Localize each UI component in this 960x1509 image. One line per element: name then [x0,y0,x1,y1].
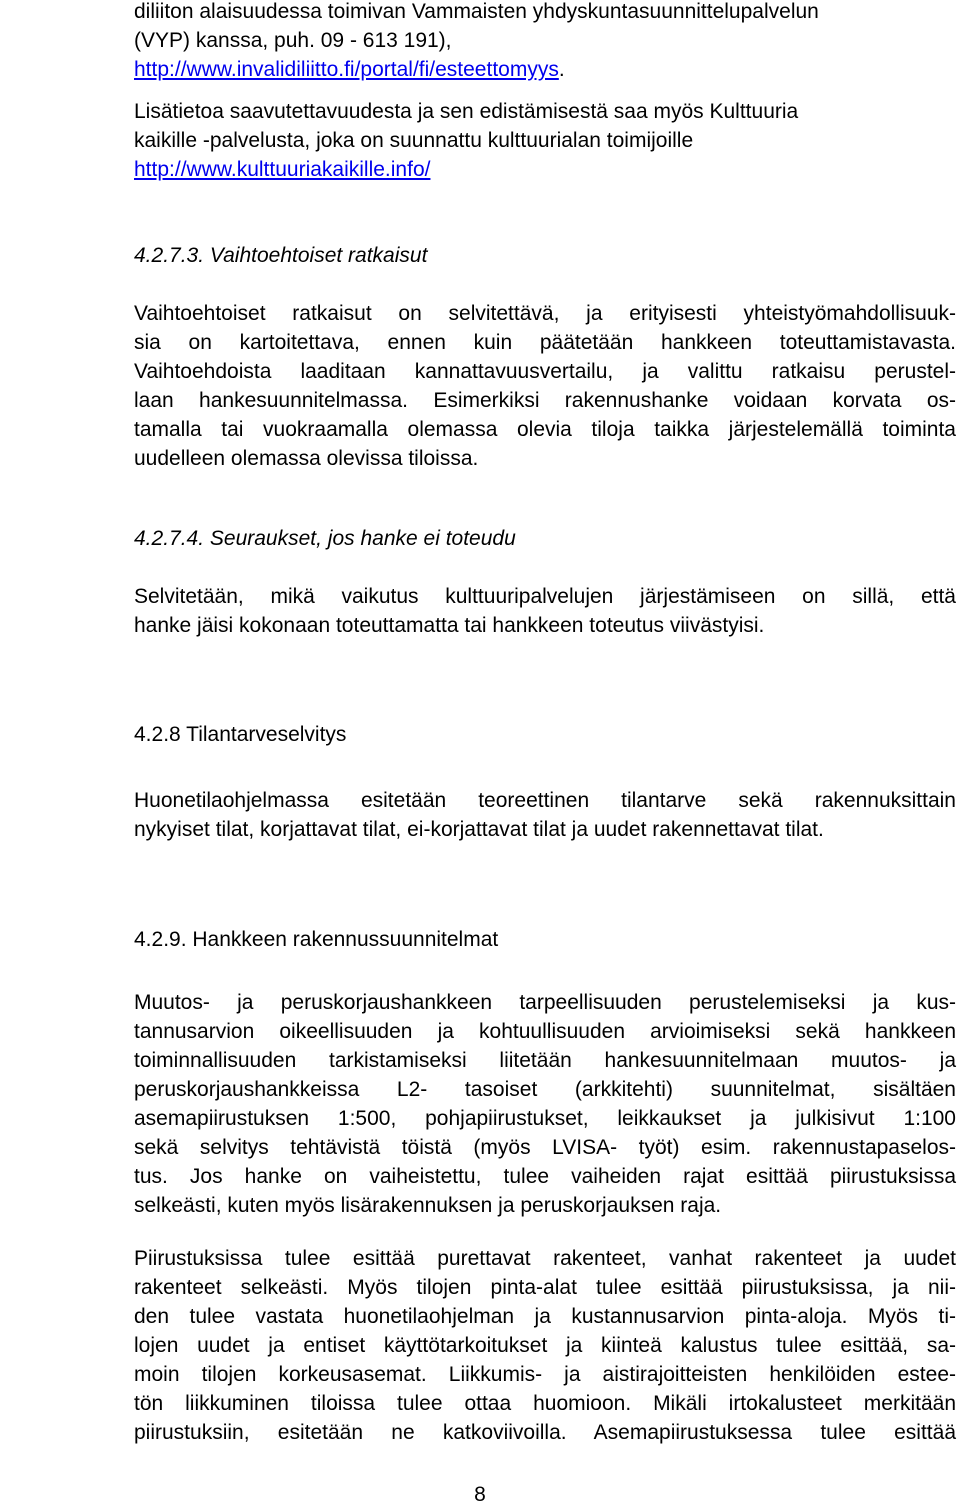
section-4273-paragraph [134,299,956,473]
intro-paragraph [134,0,956,84]
paragraph-line: sekä selvitys tehtävistä töistä (myös LVISA- työt) esim. rakennustapaselos- [134,1136,956,1159]
link-trailing-period: . [558,58,565,81]
paragraph-line: toiminnallisuuden tarkistamiseksi liitetään hankesuunnitelmaan muutos- ja [134,1049,956,1072]
paragraph-line: tus. Jos hanke on vaiheistettu, tulee vaiheiden rajat esittää piirustuksissa [134,1165,956,1188]
paragraph-line: hanke jäisi kokonaan toteuttamatta tai hankkeen toteutus viivästyisi. [134,614,765,637]
paragraph-line: moin tilojen korkeusasemat. Liikkumis- ja aistirajoitteisten henkilöiden estee- [134,1363,956,1386]
paragraph-line: Selvitetään, mikä vaikutus kulttuuripalvelujen järjestämiseen on sillä, että [134,585,956,608]
paragraph-line: tamalla tai vuokraamalla olemassa olevia tiloja taikka järjestelemällä toiminta [134,418,956,441]
paragraph-line: nykyiset tilat, korjattavat tilat, ei-korjattavat tilat ja uudet rakennettavat tilat. [134,818,824,841]
section-4274-paragraph [134,582,956,640]
paragraph-line: uudelleen olemassa olevissa tiloissa. [134,447,479,470]
paragraph-line: laan hankesuunnitelmassa. Esimerkiksi rakennushanke voidaan korvata os- [134,389,956,412]
page-number: 8 [474,1483,486,1506]
paragraph-line: den tulee vastata huonetilaohjelman ja kustannusarvion pinta-aloja. Myös ti- [134,1305,956,1328]
paragraph-line: selkeästi, kuten myös lisärakennuksen ja peruskorjauksen raja. [134,1194,722,1217]
paragraph-line: asemapiirustuksen 1:500, pohjapiirustukset, leikkaukset ja julkisivut 1:100 [134,1107,956,1130]
intro-line [134,55,956,84]
paragraph-line: sia on kartoitettava, ennen kuin päätetään hankkeen toteuttamistavasta. [134,331,956,354]
paragraph-line: tön liikkuminen tiloissa tulee ottaa huomioon. Mikäli irtokalusteet merkitään [134,1392,956,1415]
accessibility-info-paragraph [134,97,956,184]
section-heading-4274: 4.2.7.4. Seuraukset, jos hanke ei toteudu [134,527,516,550]
intro-line: Lisätietoa saavutettavuudesta ja sen edistämisestä saa myös Kulttuuria [134,100,799,123]
kulttuuriakaikille-link[interactable]: http://www.kulttuuriakaikille.info/ [134,158,431,181]
invalidiliitto-link[interactable]: http://www.invalidiliitto.fi/portal/fi/esteettomyys [134,58,559,81]
paragraph-line: rakenteet selkeästi. Myös tilojen pinta-alat tulee esittää piirustuksissa, ja nii- [134,1276,956,1299]
section-429-paragraph-1 [134,988,956,1220]
paragraph-line: tannusarvion oikeellisuuden ja kohtuullisuuden arvioimiseksi sekä hankkeen [134,1020,956,1043]
paragraph-line: Vaihtoehdoista laaditaan kannattavuusvertailu, ja valittu ratkaisu perustel- [134,360,956,383]
paragraph-line: Piirustuksissa tulee esittää purettavat rakenteet, vanhat rakenteet ja uudet [134,1247,956,1270]
intro-line [134,155,956,184]
section-heading-429: 4.2.9. Hankkeen rakennussuunnitelmat [134,928,499,951]
paragraph-line: piirustuksiin, esitetään ne katkoviivoilla. Asemapiirustuksessa tulee esittää [134,1421,956,1444]
paragraph-line: peruskorjaushankkeissa L2- tasoiset (arkkitehti) suunnitelmat, sisältäen [134,1078,956,1101]
section-429-paragraph-2 [134,1244,956,1447]
paragraph-line: Huonetilaohjelmassa esitetään teoreettinen tilantarve sekä rakennuksittain [134,789,956,812]
intro-line: kaikille -palvelusta, joka on suunnattu kulttuurialan toimijoille [134,129,694,152]
intro-line: diliiton alaisuudessa toimivan Vammaisten yhdyskuntasuunnittelupalvelun [134,0,819,23]
section-428-paragraph [134,786,956,844]
paragraph-line: Muutos- ja peruskorjaushankkeen tarpeellisuuden perustelemiseksi ja kus- [134,991,956,1014]
section-heading-4273: 4.2.7.3. Vaihtoehtoiset ratkaisut [134,244,428,267]
paragraph-line: lojen uudet ja entiset käyttötarkoitukset ja kiinteä kalustus tulee esittää, sa- [134,1334,956,1357]
paragraph-line: Vaihtoehtoiset ratkaisut on selvitettävä, ja erityisesti yhteistyömahdollisuuk- [134,302,956,325]
section-heading-428: 4.2.8 Tilantarveselvitys [134,723,347,746]
intro-line: (VYP) kanssa, puh. 09 - 613 191), [134,29,452,52]
